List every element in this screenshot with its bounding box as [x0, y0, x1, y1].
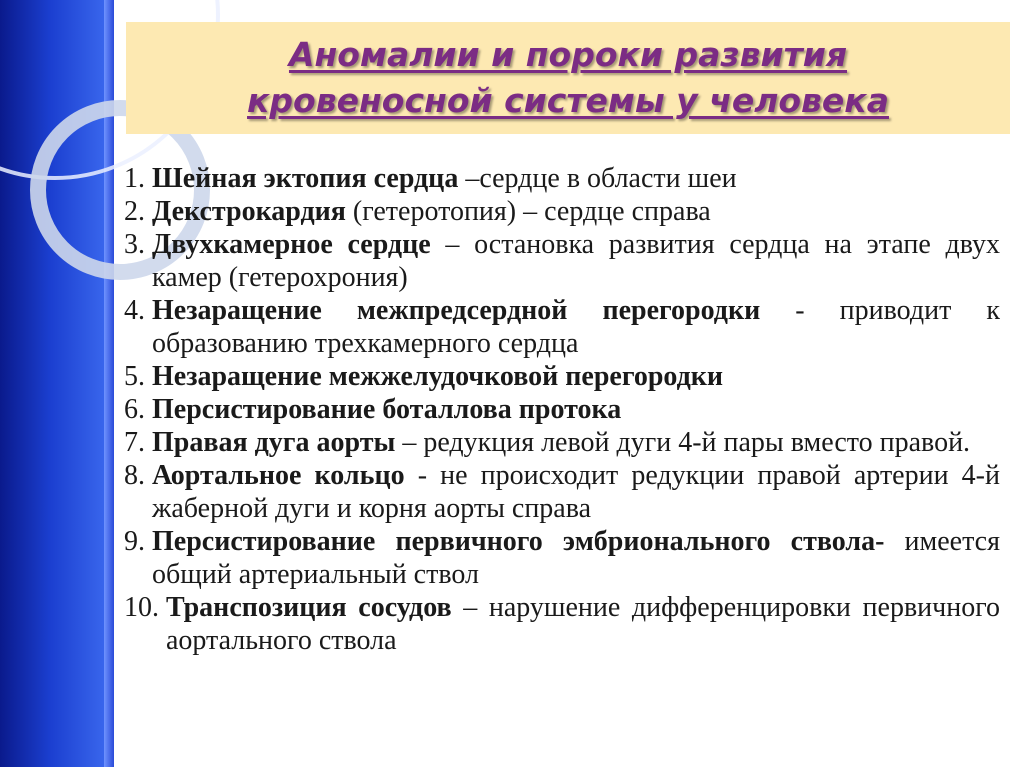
- item-number: 6.: [124, 394, 152, 425]
- item-term: Персистирование первичного эмбрионального ствола-: [152, 526, 905, 557]
- item-number: 8.: [124, 460, 152, 491]
- item-description: –сердце в области шеи: [465, 163, 737, 194]
- item-description: имеется общий артериальный ствол: [152, 526, 1000, 590]
- list-item: [124, 162, 1000, 195]
- item-number: 1.: [124, 163, 152, 194]
- item-term: Аортальное кольцо: [152, 460, 418, 491]
- item-term: Декстрокардия: [152, 196, 353, 227]
- item-description: – редукция левой дуги 4-й пары вместо правой.: [402, 427, 971, 458]
- item-number: 9.: [124, 526, 152, 557]
- item-term: Шейная эктопия сердца: [152, 163, 466, 194]
- list-item: [124, 195, 1000, 228]
- item-description: - приводит к образованию трехкамерного сердца: [152, 295, 1000, 359]
- list-item: [124, 360, 1000, 393]
- item-description: (гетеротопия) – сердце справа: [352, 196, 711, 227]
- list-item: [124, 591, 1000, 657]
- item-term: Незаращение межжелудочковой перегородки: [152, 361, 724, 392]
- list-item: [124, 426, 1000, 459]
- list-item: [124, 393, 1000, 426]
- item-number: 5.: [124, 361, 152, 392]
- item-term: Незаращение межпредсердной перегородки: [152, 295, 796, 326]
- list-item: [124, 525, 1000, 591]
- item-term: Правая дуга аорты: [152, 427, 403, 458]
- slide-title-line-1: Аномалии и пороки развития: [288, 35, 848, 74]
- list-item: [124, 459, 1000, 525]
- item-term: Двухкамерное сердце: [152, 229, 446, 260]
- item-number: 4.: [124, 295, 152, 326]
- item-term: Транспозиция сосудов: [166, 592, 464, 623]
- item-description: – нарушение дифференцировки первичного аортального ствола: [166, 592, 1001, 656]
- slide-title-box: [126, 22, 1010, 134]
- item-description: – остановка развития сердца на этапе двух камер (гетерохрония): [152, 229, 1000, 293]
- item-description: - не происходит редукции правой артерии 4-й жаберной дуги и корня аорты справа: [152, 460, 1000, 524]
- item-number: 7.: [124, 427, 152, 458]
- anomaly-list: [124, 162, 1000, 657]
- slide-title-line-2: кровеносной системы у человека: [247, 81, 889, 120]
- list-item: [124, 228, 1000, 294]
- item-number: 10.: [124, 592, 166, 623]
- list-item: [124, 294, 1000, 360]
- item-number: 3.: [124, 229, 152, 260]
- item-number: 2.: [124, 196, 152, 227]
- item-term: Персистирование боталлова протока: [152, 394, 622, 425]
